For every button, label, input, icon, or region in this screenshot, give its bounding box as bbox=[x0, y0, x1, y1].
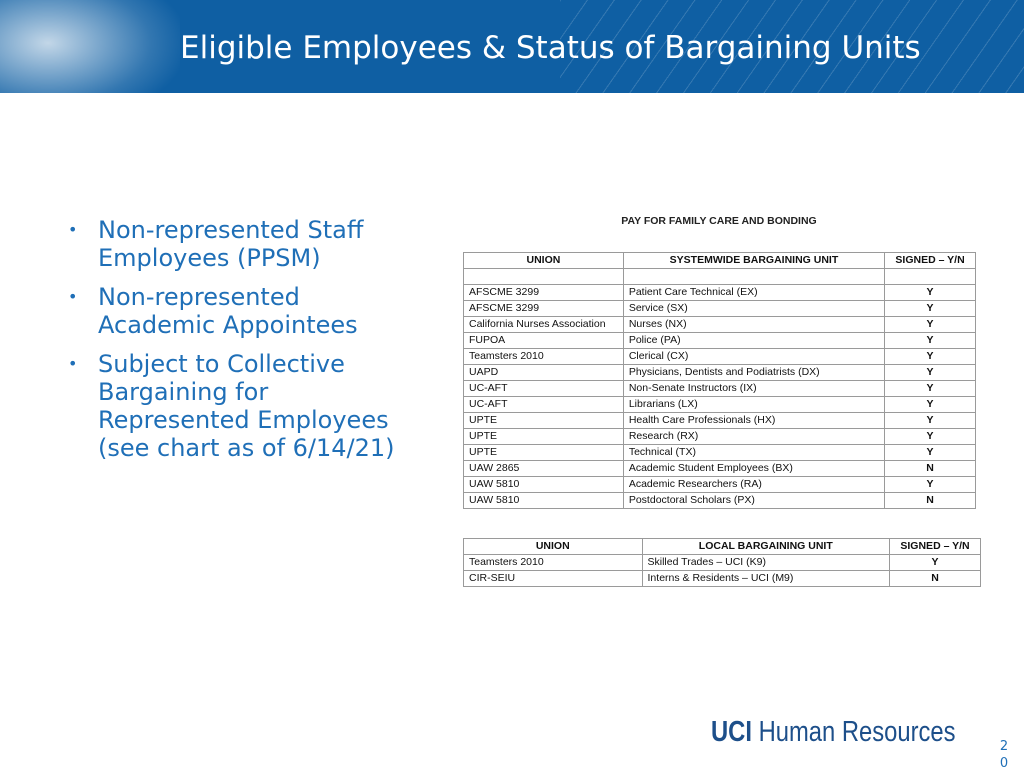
bullet-text: Subject to Collective Bargaining for Represented Employees (see chart as of 6/14/21) bbox=[98, 350, 395, 462]
table-row bbox=[464, 571, 981, 587]
bargaining-unit-cell: Patient Care Technical (EX) bbox=[623, 285, 884, 301]
table-row bbox=[464, 493, 976, 509]
logo-text: Human Resources bbox=[758, 716, 956, 748]
union-cell: California Nurses Association bbox=[464, 317, 624, 333]
table-cell bbox=[623, 269, 884, 285]
bargaining-unit-cell: Non-Senate Instructors (IX) bbox=[623, 381, 884, 397]
signed-cell: Y bbox=[885, 397, 976, 413]
bargaining-unit-cell: Librarians (LX) bbox=[623, 397, 884, 413]
union-cell: FUPOA bbox=[464, 333, 624, 349]
bargaining-unit-cell: Academic Student Employees (BX) bbox=[623, 461, 884, 477]
signed-cell: N bbox=[890, 571, 981, 587]
table-row bbox=[464, 333, 976, 349]
signed-cell: Y bbox=[885, 477, 976, 493]
bargaining-unit-cell: Interns & Residents – UCI (M9) bbox=[642, 571, 890, 587]
signed-cell: N bbox=[885, 461, 976, 477]
table-header-row bbox=[464, 253, 976, 269]
signed-cell: Y bbox=[885, 333, 976, 349]
bullet-item bbox=[68, 350, 413, 462]
header-glow-decoration bbox=[0, 0, 180, 93]
bullet-icon: • bbox=[68, 220, 78, 239]
bullet-item bbox=[68, 216, 413, 272]
signed-cell: Y bbox=[885, 445, 976, 461]
union-cell: UAW 2865 bbox=[464, 461, 624, 477]
bargaining-unit-cell: Technical (TX) bbox=[623, 445, 884, 461]
bargaining-unit-cell: Physicians, Dentists and Podiatrists (DX) bbox=[623, 365, 884, 381]
table-row bbox=[464, 317, 976, 333]
union-cell: AFSCME 3299 bbox=[464, 285, 624, 301]
signed-cell: Y bbox=[885, 285, 976, 301]
union-cell: Teamsters 2010 bbox=[464, 349, 624, 365]
bullet-icon: • bbox=[68, 287, 78, 306]
signed-cell: Y bbox=[890, 555, 981, 571]
bargaining-unit-cell: Research (RX) bbox=[623, 429, 884, 445]
bargaining-unit-cell: Skilled Trades – UCI (K9) bbox=[642, 555, 890, 571]
union-cell: UPTE bbox=[464, 445, 624, 461]
uci-hr-logo bbox=[711, 716, 956, 749]
union-cell: UPTE bbox=[464, 413, 624, 429]
systemwide-bargaining-table bbox=[463, 252, 976, 509]
table-row-blank bbox=[464, 269, 976, 285]
bargaining-unit-cell: Health Care Professionals (HX) bbox=[623, 413, 884, 429]
bullet-text: Non-represented Academic Appointees bbox=[98, 283, 358, 339]
table-row bbox=[464, 381, 976, 397]
table-row bbox=[464, 477, 976, 493]
slide-title: Eligible Employees & Status of Bargaining Units bbox=[180, 30, 921, 66]
table-row bbox=[464, 285, 976, 301]
page-number: 20 bbox=[999, 739, 1009, 771]
union-cell: UAW 5810 bbox=[464, 477, 624, 493]
column-header-unit: LOCAL BARGAINING UNIT bbox=[642, 539, 890, 555]
column-header-unit: SYSTEMWIDE BARGAINING UNIT bbox=[623, 253, 884, 269]
union-cell: AFSCME 3299 bbox=[464, 301, 624, 317]
bullet-text: Non-represented Staff Employees (PPSM) bbox=[98, 216, 364, 272]
signed-cell: Y bbox=[885, 301, 976, 317]
bargaining-unit-cell: Police (PA) bbox=[623, 333, 884, 349]
union-cell: UC-AFT bbox=[464, 381, 624, 397]
bullet-icon: • bbox=[68, 354, 78, 373]
table-row bbox=[464, 301, 976, 317]
signed-cell: N bbox=[885, 493, 976, 509]
table-row bbox=[464, 413, 976, 429]
header-banner bbox=[0, 0, 1024, 93]
local-bargaining-table bbox=[463, 538, 981, 587]
local-table-body bbox=[464, 555, 981, 587]
column-header-signed: SIGNED – Y/N bbox=[885, 253, 976, 269]
column-header-union: UNION bbox=[464, 539, 643, 555]
table-header-row bbox=[464, 539, 981, 555]
table-row bbox=[464, 397, 976, 413]
bargaining-unit-cell: Postdoctoral Scholars (PX) bbox=[623, 493, 884, 509]
signed-cell: Y bbox=[885, 349, 976, 365]
signed-cell: Y bbox=[885, 381, 976, 397]
union-cell: UAPD bbox=[464, 365, 624, 381]
union-cell: UC-AFT bbox=[464, 397, 624, 413]
bargaining-unit-cell: Clerical (CX) bbox=[623, 349, 884, 365]
bargaining-unit-cell: Academic Researchers (RA) bbox=[623, 477, 884, 493]
signed-cell: Y bbox=[885, 317, 976, 333]
bullet-item bbox=[68, 283, 413, 339]
signed-cell: Y bbox=[885, 429, 976, 445]
table-row bbox=[464, 461, 976, 477]
logo-uci: UCI bbox=[711, 716, 752, 748]
table-row bbox=[464, 555, 981, 571]
table-row bbox=[464, 445, 976, 461]
table-caption: PAY FOR FAMILY CARE AND BONDING bbox=[621, 215, 817, 227]
systemwide-table-body bbox=[464, 269, 976, 509]
column-header-union: UNION bbox=[464, 253, 624, 269]
union-cell: UAW 5810 bbox=[464, 493, 624, 509]
union-cell: Teamsters 2010 bbox=[464, 555, 643, 571]
bargaining-unit-cell: Nurses (NX) bbox=[623, 317, 884, 333]
table-row bbox=[464, 429, 976, 445]
table-row bbox=[464, 349, 976, 365]
table-cell bbox=[464, 269, 624, 285]
union-cell: CIR-SEIU bbox=[464, 571, 643, 587]
column-header-signed: SIGNED – Y/N bbox=[890, 539, 981, 555]
table-cell bbox=[885, 269, 976, 285]
union-cell: UPTE bbox=[464, 429, 624, 445]
table-row bbox=[464, 365, 976, 381]
signed-cell: Y bbox=[885, 365, 976, 381]
bargaining-unit-cell: Service (SX) bbox=[623, 301, 884, 317]
signed-cell: Y bbox=[885, 413, 976, 429]
bullet-list bbox=[68, 216, 413, 473]
